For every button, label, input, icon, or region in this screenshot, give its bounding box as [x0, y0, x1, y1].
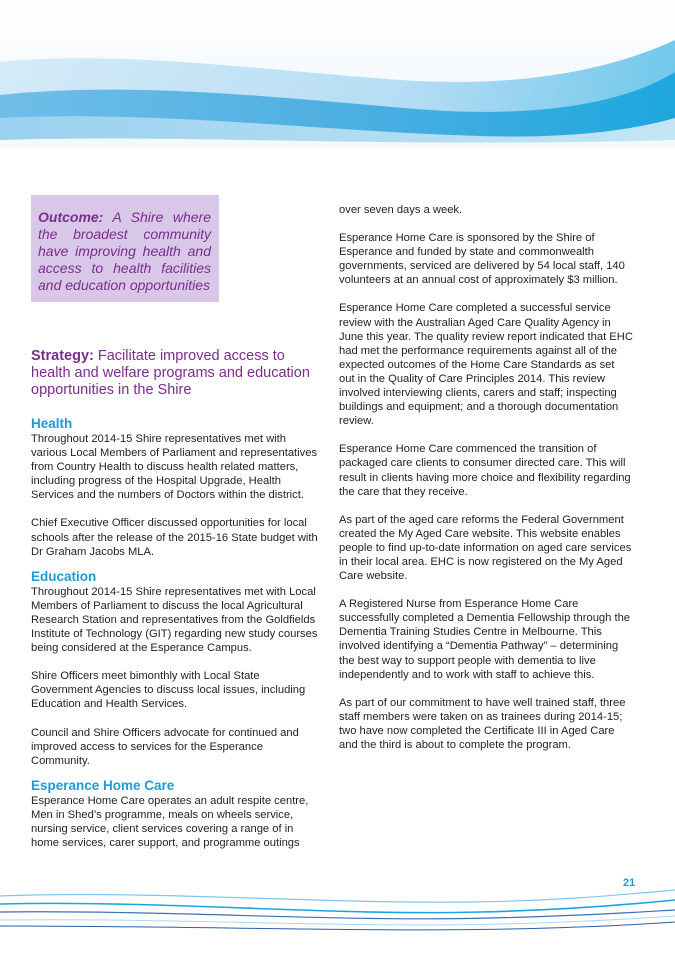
outcome-text: A Shire where the broadest community have improving health and access to health facilities and education opportunities	[38, 209, 211, 293]
header-wave-graphic	[0, 0, 675, 160]
home-care-paragraph-6: A Registered Nurse from Esperance Home Care successfully completed a Dementia Fellowship through the Dementia Training Studies Centre in Melbourne. This involved identifying a “Dementia Pathway” – determining the best way to support people with dementia to live independently and to work with staff to achieve this.	[339, 598, 631, 681]
outcome-label: Outcome:	[38, 209, 104, 225]
education-paragraph-1: Throughout 2014-15 Shire representatives met with Local Members of Parliament to discuss the local Agricultural Research Station and representatives from the Goldfields Institute of Technology (GIT) regarding new study courses being considered at the Esperance Campus.	[31, 585, 318, 655]
home-care-intro: Esperance Home Care operates an adult respite centre, Men in Shed’s programme, meals on wheels service, nursing service, client services covering a range of in home services, carer support, and programme outings	[31, 794, 309, 850]
health-paragraph-1: Throughout 2014-15 Shire representatives met with various Local Members of Parliament and representatives from Country Health to discuss health related matters, including progress of the Hospital Upgrade, Health Services and the numbers of Doctors within the district.	[31, 433, 318, 502]
outcome-box	[31, 195, 219, 302]
footer-wave-lines	[0, 860, 675, 954]
home-care-paragraph-4: Esperance Home Care commenced the transition of packaged care clients to consumer directed care. This will result in clients having more choice and flexibility regarding the care that they receive.	[339, 443, 631, 498]
right-column	[339, 203, 633, 766]
left-column	[31, 415, 323, 864]
home-care-paragraph-5: As part of the aged care reforms the Federal Government created the My Aged Care website. This website enables people to find up-to-date information on aged care services in their local area. EHC is now registered on the My Aged Care website.	[339, 513, 632, 583]
health-heading: Health	[31, 416, 73, 431]
education-paragraph-3: Council and Shire Officers advocate for continued and improved access to services for the Esperance Community.	[31, 726, 299, 767]
strategy-text: Facilitate improved access to health and welfare programs and education opportunities in the Shire	[31, 348, 310, 398]
health-paragraph-2: Chief Executive Officer discussed opportunities for local schools after the release of the 2015-16 State budget with Dr Graham Jacobs MLA.	[31, 517, 318, 558]
education-heading: Education	[31, 568, 97, 584]
outcome-statement	[38, 209, 211, 294]
strategy-label: Strategy:	[31, 348, 94, 364]
home-care-heading: Esperance Home Care	[31, 777, 175, 793]
home-care-paragraph-1: over seven days a week.	[339, 204, 463, 216]
home-care-paragraph-7: As part of our commitment to have well trained staff, three staff members were taken on as trainees during 2014-15; two have now completed the Certificate III in Aged Care and the third is about to complete the program.	[339, 696, 626, 751]
home-care-paragraph-3: Esperance Home Care completed a successful service review with the Australian Aged Care Quality Agency in June this year. The quality review report indicated that EHC had met the performance requirements against all of the expected outcomes of the Home Care Standards as set out in the Quality of Care Principles 2014. This review involved interviewing clients, carers and staff; inspecting buildings and equipment; and a thorough documentation review.	[339, 302, 633, 428]
education-paragraph-2: Shire Officers meet bimonthly with Local State Government Agencies to discuss local issues, including Education and Health Services.	[31, 670, 306, 711]
strategy-statement	[31, 348, 316, 399]
home-care-paragraph-2: Esperance Home Care is sponsored by the Shire of Esperance and funded by state and commonwealth governments, serviced are delivered by 54 local staff, 140 volunteers at an annual cost of approximately $3 million.	[339, 232, 625, 287]
page-number: 21	[623, 877, 636, 889]
